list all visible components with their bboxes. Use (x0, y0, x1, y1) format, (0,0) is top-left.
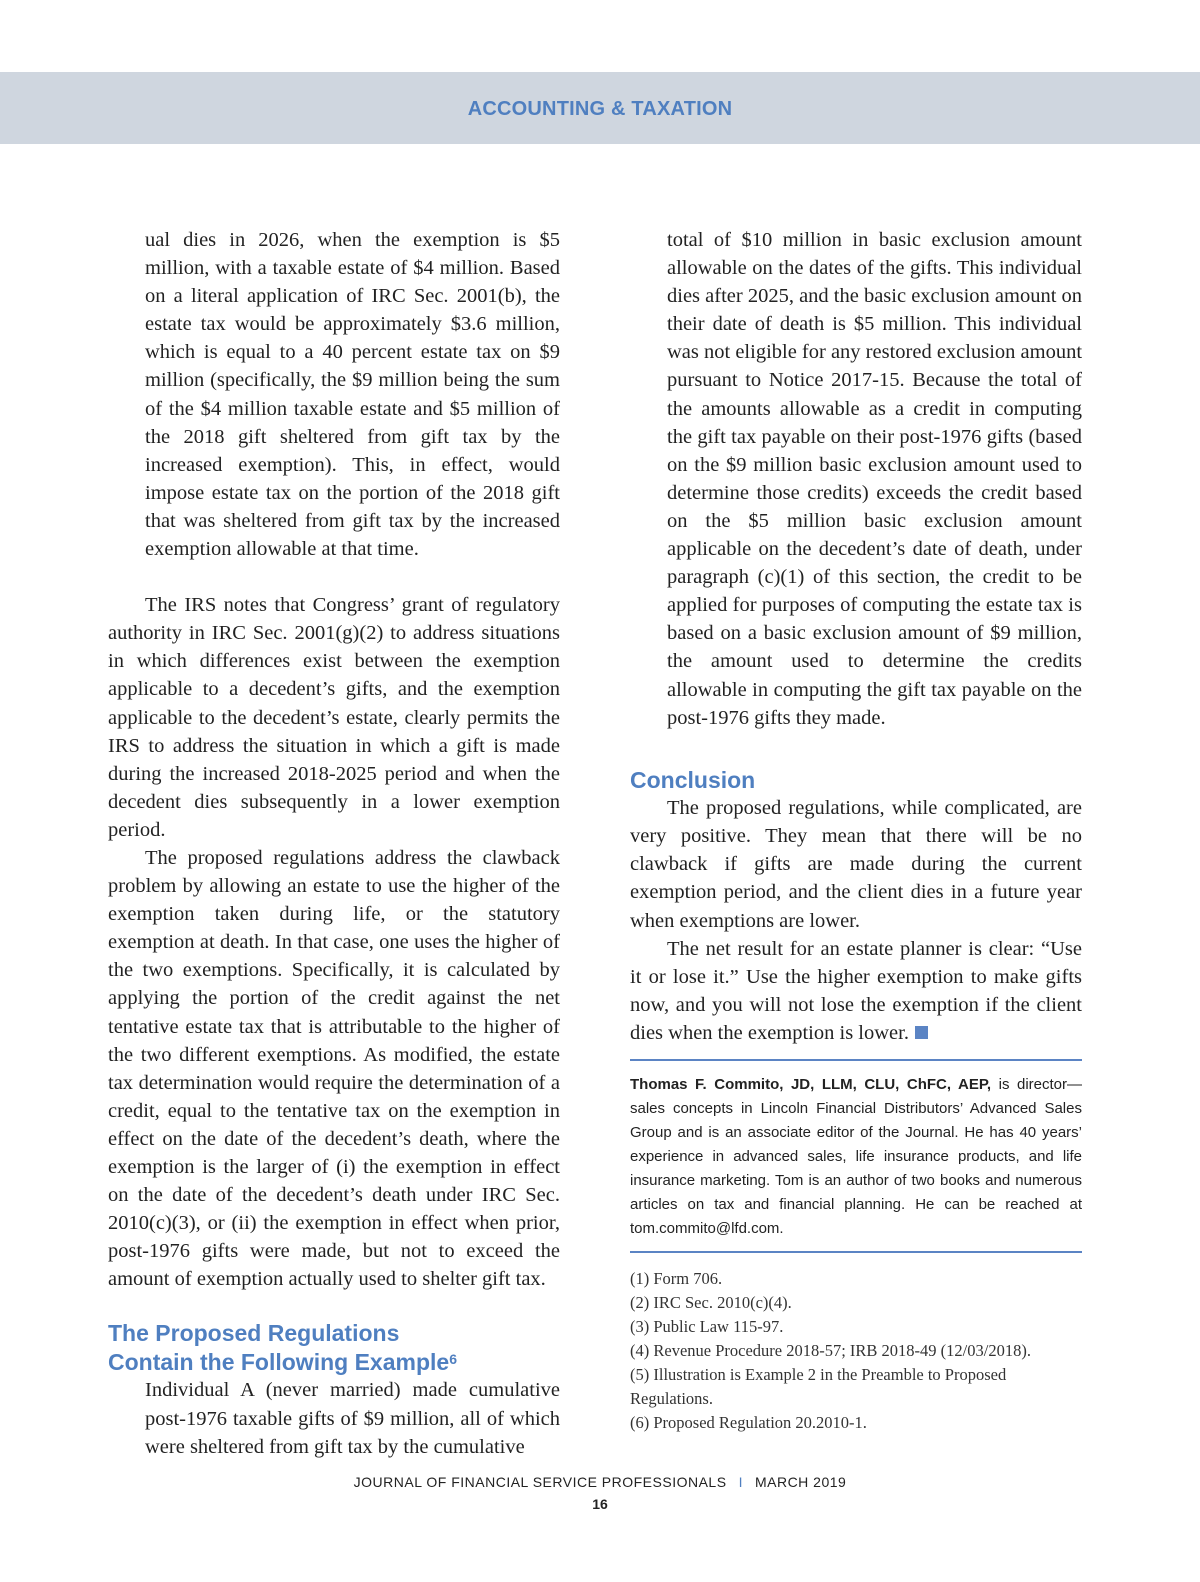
page-number: 16 (592, 1496, 608, 1512)
footer-separator: I (738, 1474, 743, 1490)
author-bio (630, 1073, 1082, 1241)
body-paragraph: The proposed regulations, while complicated, are very positive. They mean that there will be no clawback if gifts are made during the current exemption period, and the client dies in a future year when exemptions are lower. (630, 797, 1082, 932)
footnote: (4) Revenue Procedure 2018-57; IRB 2018-49 (12/03/2018). (630, 1341, 1031, 1361)
body-paragraph: The IRS notes that Congress’ grant of regulatory authority in IRC Sec. 2001(g)(2) to address situations in which differences exist between the exemption applicable to a decedent’s gifts, and the exemption applicable to the decedent’s estate, clearly permits the IRS to address the situation in which a gift is made during the increased 2018-2025 period and when the decedent dies subsequently in a lower exemption period. (108, 594, 560, 841)
left-column (108, 226, 560, 1461)
footnote-ref: 6 (449, 1350, 457, 1367)
footnote: (3) Public Law 115-97. (630, 1317, 784, 1337)
closing-text: The net result for an estate planner is clear: “Use it or lose it.” Use the higher exemption to make gifts now, and you will not lose the exemption if the client dies when the exemption is lower. (630, 937, 1082, 1044)
footnote: (1) Form 706. (630, 1269, 723, 1289)
body-paragraph (630, 935, 1082, 1047)
right-column (630, 226, 1082, 1435)
footnote: (2) IRC Sec. 2010(c)(4). (630, 1293, 792, 1313)
divider (630, 1251, 1082, 1253)
author-bio-text: is director—sales concepts in Lincoln Financial Distributors’ Advanced Sales Group and is an associate editor of the Journal. He has 40 years’ experience in advanced sales, life insurance products, and life insurance marketing. Tom is an author of two books and numerous articles on tax and financial planning. He can be reached at tom.commito@lfd.com. (630, 1076, 1083, 1238)
footer-line (0, 1474, 1200, 1490)
page-footer (0, 1474, 1200, 1512)
body-paragraph: The proposed regulations address the clawback problem by allowing an estate to use the higher of the exemption taken during life, or the statutory exemption at death. In that case, one uses the higher of the two exemptions. Specifically, it is calculated by applying the portion of the credit against the net tentative estate tax that is attributable to the higher of the two different exemptions. As modified, the estate tax determination would require the determination of a credit, equal to the tentative tax on the exemption in effect on the date of the decedent’s death, where the exemption is the larger of (i) the exemption in effect on the date of the decedent’s death under IRC Sec. 2010(c)(3), or (ii) the exemption in effect when prior, post-1976 gifts were made, but not to exceed the amount of exemption actually used to shelter gift tax. (108, 846, 560, 1291)
body-paragraph: Individual A (never married) made cumulative post-1976 taxable gifts of $9 million, all of which were sheltered from gift tax by the cumulative (145, 1379, 560, 1458)
body-paragraph: total of $10 million in basic exclusion amount allowable on the dates of the gifts. This individual dies after 2025, and the basic exclusion amount on their date of death is $5 million. This individual was not eligible for any restored exclusion amount pursuant to Notice 2017-15. Because the total of the amounts allowable as a credit in computing the gift tax payable on their post-1976 gifts (based on the $9 million basic exclusion amount used to determine those credits) exceeds the credit based on the $5 million basic exclusion amount applicable on the decedent’s date of death, under paragraph (c)(1) of this section, the credit to be applied for purposes of computing the estate tax is based on a basic exclusion amount of $9 million, the amount used to determine the credits allowable in computing the gift tax payable on the post-1976 gifts they made. (667, 229, 1083, 729)
end-of-article-mark (915, 1026, 928, 1039)
divider (630, 1059, 1082, 1061)
body-paragraph: ual dies in 2026, when the exemption is $5 million, with a taxable estate of $4 million. Based on a literal application of IRC Sec. 2001(b), the estate tax would be approximately $3.6 million, which is equal to a 40 percent estate tax on $9 million (specifically, the $9 million being the sum of the $4 million taxable estate and $5 million of the 2018 gift sheltered from gift tax by the increased exemption). This, in effect, would impose estate tax on the portion of the 2018 gift that was sheltered from gift tax by the increased exemption allowable at that time. (145, 229, 560, 561)
conclusion-heading: Conclusion (630, 766, 756, 793)
footnote: (6) Proposed Regulation 20.2010-1. (630, 1413, 867, 1433)
heading-line: The Proposed Regulations (108, 1320, 400, 1347)
heading-line: Contain the Following Example (108, 1348, 450, 1375)
author-name: Thomas F. Commito, JD, LLM, CLU, ChFC, AEP, (630, 1076, 992, 1094)
section-title: ACCOUNTING & TAXATION (467, 98, 733, 120)
section-header-band (0, 72, 1200, 144)
journal-name: JOURNAL OF FINANCIAL SERVICE PROFESSIONALS (353, 1474, 727, 1490)
issue-date: MARCH 2019 (754, 1474, 847, 1490)
footnotes-list (630, 1267, 1082, 1435)
section-heading-example (108, 1319, 560, 1376)
footnote: (5) Illustration is Example 2 in the Preamble to Proposed Regulations. (630, 1365, 1007, 1409)
